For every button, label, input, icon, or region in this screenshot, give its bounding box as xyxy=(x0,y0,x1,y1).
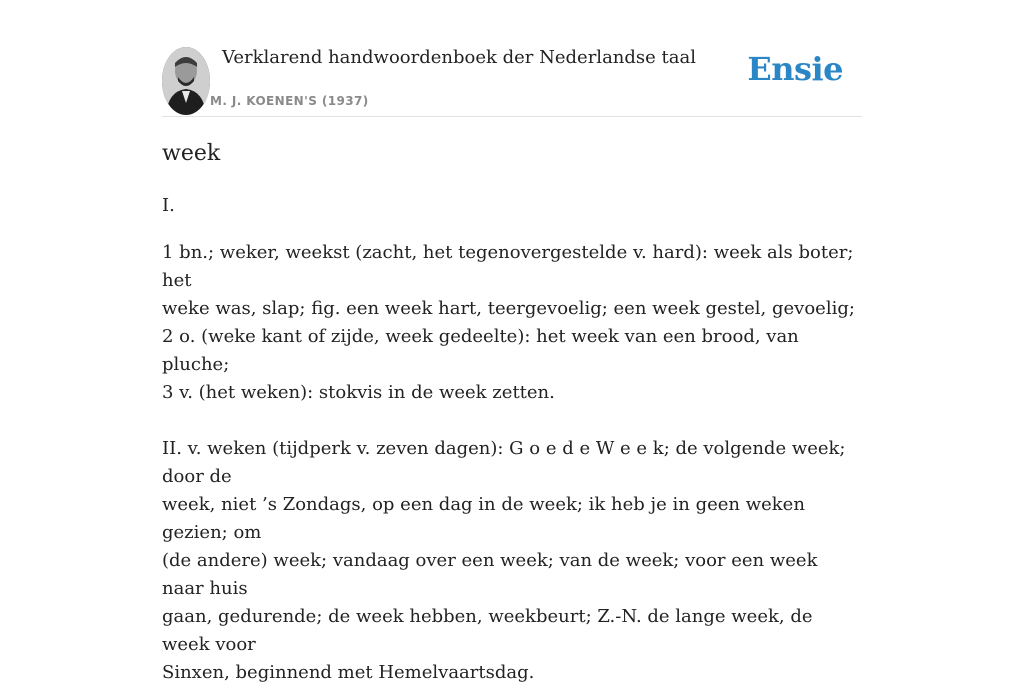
definition-line: 2 o. (weke kant of zijde, week gedeelte): het week van een brood, van pluche; xyxy=(162,326,799,375)
paragraph-gap xyxy=(162,407,862,435)
entry-body xyxy=(162,192,862,687)
definition-line: 3 v. (het weken): stokvis in de week zetten. xyxy=(162,382,555,403)
definition-line: Sinxen, beginnend met Hemelvaartsdag. xyxy=(162,662,535,683)
site-header xyxy=(162,44,862,117)
definition-line: II. v. weken (tijdperk v. zeven dagen): G o e d e W e e k; de volgende week; door de xyxy=(162,438,846,487)
headword: week xyxy=(162,141,221,166)
sense-number: I. xyxy=(162,195,175,216)
book-title[interactable]: Verklarend handwoordenboek der Nederlandse taal xyxy=(222,47,696,68)
definition-line: week, niet ’s Zondags, op een dag in de week; ik heb je in geen weken gezien; om xyxy=(162,494,805,543)
author-portrait xyxy=(162,47,210,115)
author-label: M. J. KOENEN'S (1937) xyxy=(210,94,369,108)
definition-line: gaan, gedurende; de week hebben, weekbeurt; Z.-N. de lange week, de week voor xyxy=(162,606,813,655)
brand-logo[interactable]: Ensie xyxy=(747,50,843,88)
definition-line: (de andere) week; vandaag over een week; van de week; voor een week naar huis xyxy=(162,550,818,599)
definition-line: 1 bn.; weker, weekst (zacht, het tegenovergestelde v. hard): week als boter; het xyxy=(162,242,854,291)
definition-line: weke was, slap; fig. een week hart, teergevoelig; een week gestel, gevoelig; xyxy=(162,298,855,319)
